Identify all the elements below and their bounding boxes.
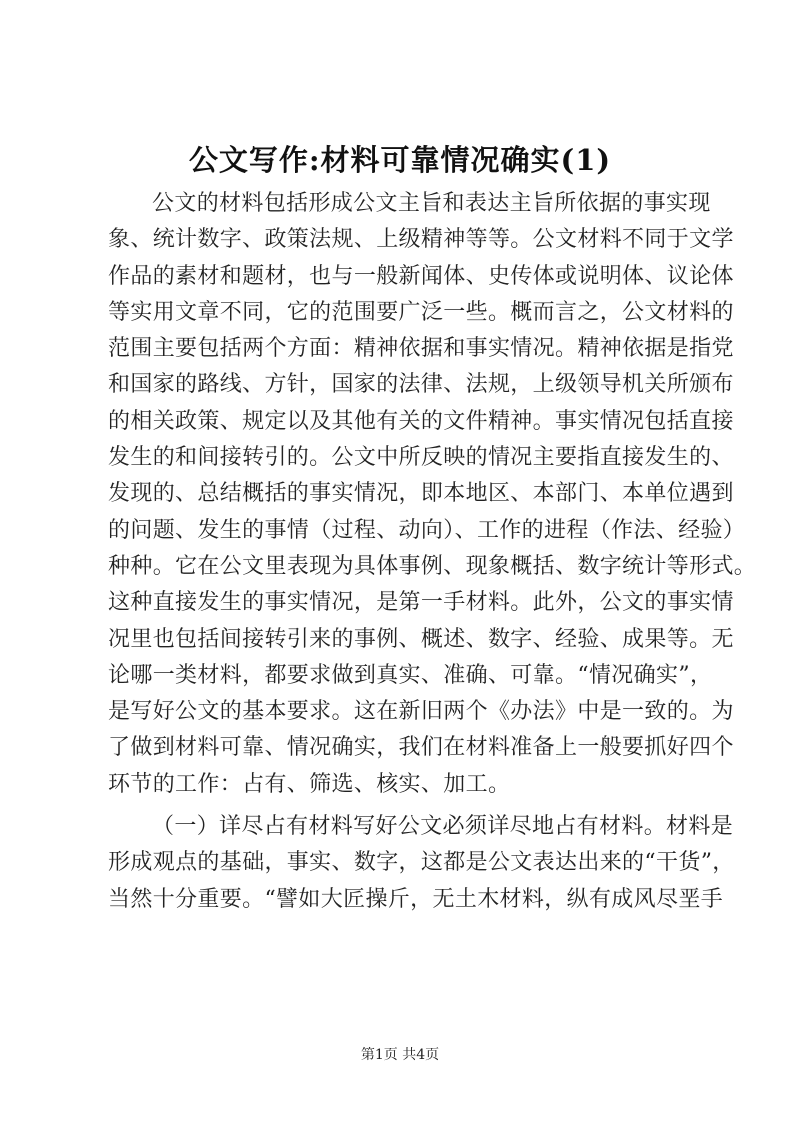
paragraph-line: 的相关政策、规定以及其他有关的文件精神。事实情况包括直接 (108, 408, 734, 434)
paragraph-line: 形成观点的基础，事实、数字，这都是公文表达出来的“干货”， (108, 850, 735, 876)
paragraph-line: 这种直接发生的事实情况，是第一手材料。此外，公文的事实情 (108, 590, 734, 616)
paragraph-line: 发现的、总结概括的事实情况，即本地区、本部门、本单位遇到 (108, 481, 734, 507)
paragraph-line: 发生的和间接转引的。公文中所反映的情况主要指直接发生的、 (108, 445, 734, 471)
paragraph-line: 和国家的路线、方针，国家的法律、法规，上级领导机关所颁布 (108, 372, 734, 398)
paragraph-line: 范围主要包括两个方面：精神依据和事实情况。精神依据是指党 (108, 336, 734, 362)
paragraph-line: 的问题、发生的事情（过程、动向）、工作的进程（作法、经验） (108, 517, 746, 543)
paragraph-line: 是写好公文的基本要求。这在新旧两个《办法》中是一致的。为 (108, 699, 734, 725)
paragraph-line: 象、统计数字、政策法规、上级精神等等。公文材料不同于文学 (108, 227, 734, 253)
paragraph-line: 种种。它在公文里表现为具体事例、现象概括、数字统计等形式。 (108, 553, 757, 579)
paragraph-line: 当然十分重要。“譬如大匠操斤，无土木材料，纵有成风尽垩手 (108, 886, 724, 912)
paragraph-line: （一）详尽占有材料写好公文必须详尽地占有材料。材料是 (152, 814, 734, 840)
paragraph-line: 环节的工作：占有、筛选、核实、加工。 (108, 771, 511, 797)
paragraph-line: 论哪一类材料，都要求做到真实、准确、可靠。“情况确实”， (108, 662, 713, 688)
document-title: 公文写作:材料可靠情况确实(1) (188, 143, 612, 177)
page-indicator: 第1页 共4页 (360, 1047, 440, 1063)
paragraph-line: 况里也包括间接转引来的事例、概述、数字、经验、成果等。无 (108, 626, 734, 652)
paragraph-line: 等实用文章不同，它的范围要广泛一些。概而言之，公文材料的 (108, 299, 734, 325)
document-body (108, 186, 757, 918)
paragraph-line: 公文的材料包括形成公文主旨和表达主旨所依据的事实现 (152, 191, 711, 216)
paragraph-line: 了做到材料可靠、情况确实，我们在材料准备上一般要抓好四个 (108, 735, 734, 761)
paragraph-line: 作品的素材和题材，也与一般新闻体、史传体或说明体、议论体 (108, 263, 734, 289)
